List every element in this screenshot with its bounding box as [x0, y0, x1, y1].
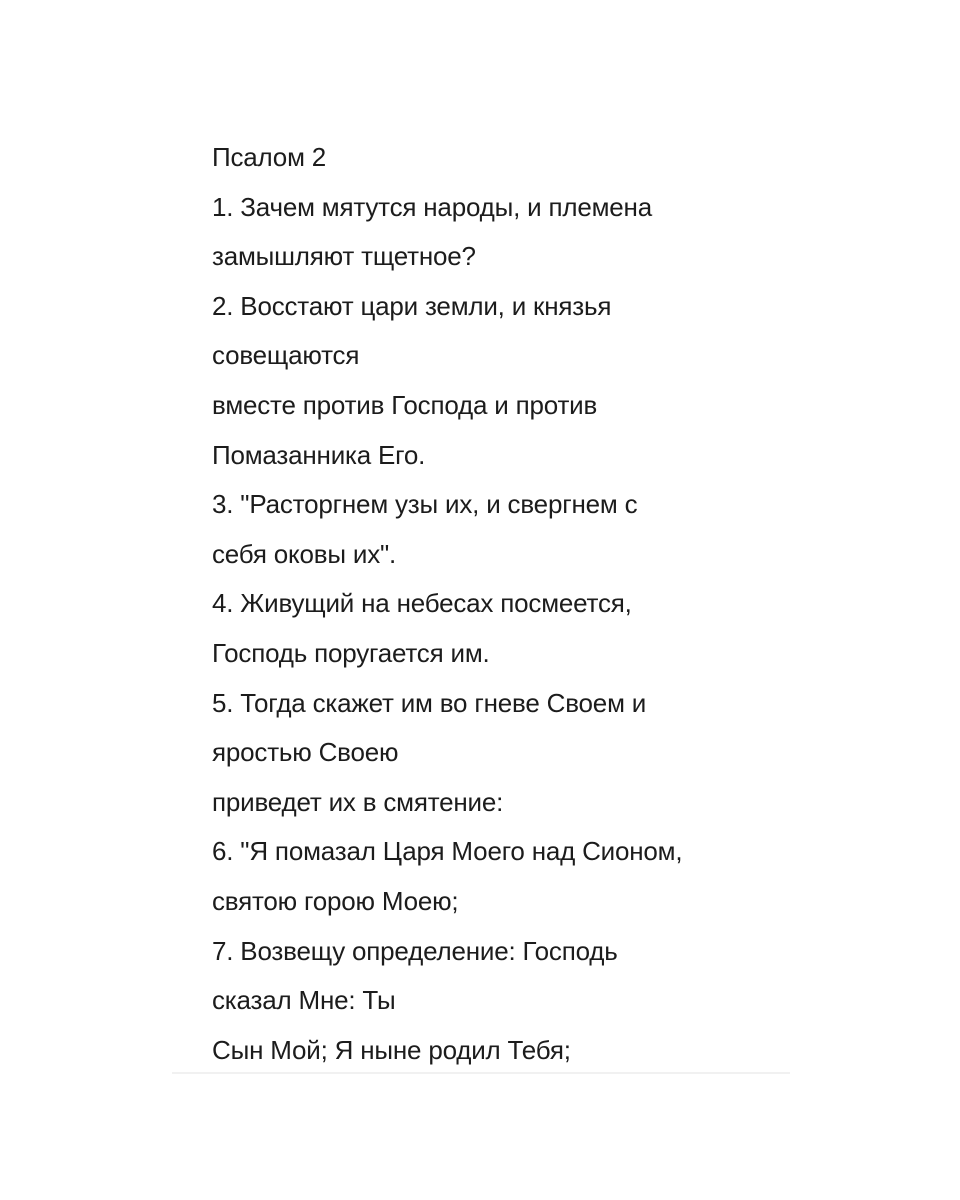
text-line: 1. Зачем мятутся народы, и племена	[212, 191, 652, 222]
text-line: 3. "Расторгнем узы их, и свергнем с	[212, 489, 638, 520]
text-line: яростью Своею	[212, 737, 399, 768]
text-line: 6. "Я помазал Царя Моего над Сионом,	[212, 836, 683, 867]
text-line: святою горою Моею;	[212, 885, 459, 916]
text-line: себя оковы их".	[212, 538, 397, 569]
text-line: совещаются	[212, 340, 360, 371]
text-line: вместе против Господа и против	[212, 389, 598, 420]
divider	[172, 1072, 790, 1074]
text-line: замышляют тщетное?	[212, 241, 476, 272]
text-line: сказал Мне: Ты	[212, 985, 396, 1016]
text-line: 2. Восстают цари земли, и князья	[212, 290, 612, 321]
text-line: Господь поругается им.	[212, 637, 490, 668]
psalm-title: Псалом 2	[212, 142, 327, 172]
text-line: Сын Мой; Я ныне родил Тебя;	[212, 1034, 571, 1065]
psalm-text	[212, 133, 812, 1075]
text-line: 7. Возвещу определение: Господь	[212, 935, 618, 966]
text-line: Помазанника Его.	[212, 439, 426, 470]
text-line: 4. Живущий на небесах посмеется,	[212, 588, 632, 619]
text-line: приведет их в смятение:	[212, 786, 504, 817]
text-line: 5. Тогда скажет им во гневе Своем и	[212, 687, 647, 718]
